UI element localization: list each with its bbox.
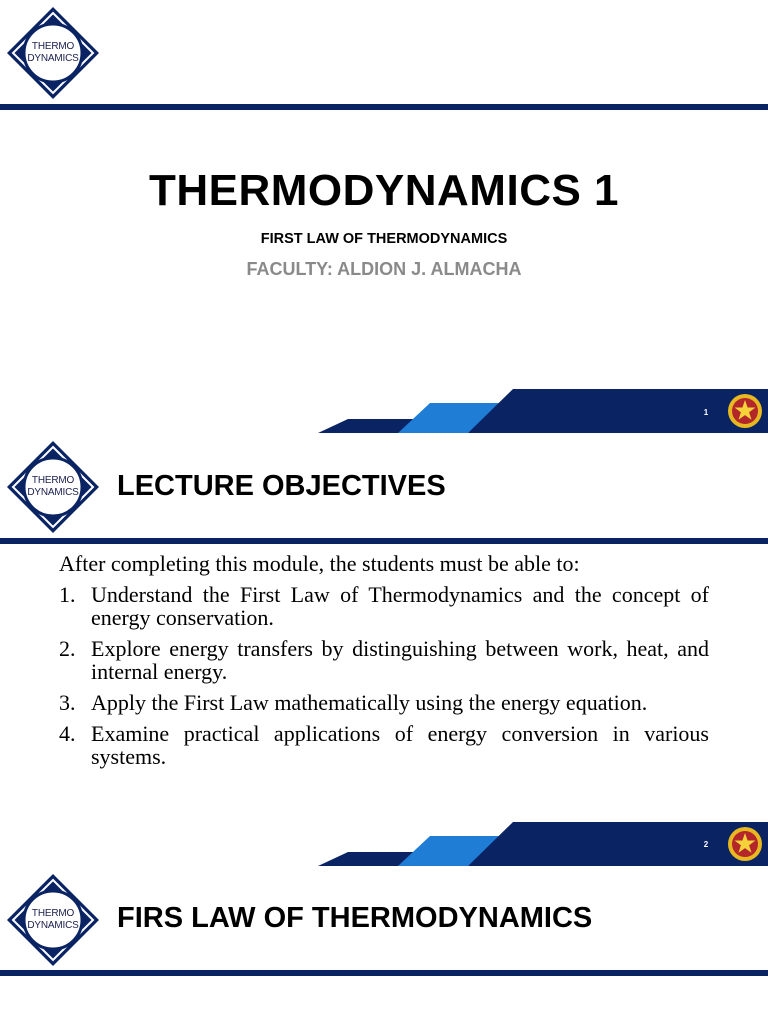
- university-seal-icon: [727, 826, 763, 862]
- logo-text-line2: DYNAMICS: [27, 920, 79, 931]
- header-divider: [0, 104, 768, 110]
- logo-text-line1: THERMO: [31, 475, 75, 486]
- thermodynamics-logo: [6, 6, 100, 100]
- presentation-subtitle: FIRST LAW OF THERMODYNAMICS: [260, 231, 508, 247]
- list-item: 2. Explore energy transfers by distinguishing between work, heat, and internal energy.: [59, 636, 709, 684]
- slide-2: [0, 434, 768, 867]
- header-divider: [0, 538, 768, 544]
- university-seal-icon: [727, 393, 763, 429]
- objectives-body: [59, 552, 709, 776]
- logo-text-line1: THERMO: [31, 41, 75, 52]
- slide-heading: FIRS LAW OF THERMODYNAMICS: [117, 902, 593, 934]
- slide-3: [0, 867, 768, 1024]
- objectives-list: [59, 583, 709, 768]
- list-item: 4. Examine practical applications of energy conversion in various systems.: [59, 721, 709, 769]
- slide-1: [0, 0, 768, 434]
- presentation-title: THERMODYNAMICS 1: [148, 166, 620, 215]
- faculty-name: FACULTY: ALDION J. ALMACHA: [246, 259, 522, 279]
- page-number: 2: [703, 840, 709, 849]
- list-item: 1. Understand the First Law of Thermodynamics and the concept of energy conservation.: [59, 582, 709, 630]
- list-item: 3. Apply the First Law mathematically using the energy equation.: [59, 690, 648, 715]
- page-number: 1: [703, 408, 709, 417]
- thermodynamics-logo: [6, 873, 100, 967]
- slide-heading: LECTURE OBJECTIVES: [117, 470, 446, 502]
- logo-text-line1: THERMO: [31, 908, 75, 919]
- header-divider: [0, 970, 768, 976]
- logo-text-line2: DYNAMICS: [27, 53, 79, 64]
- thermodynamics-logo: [6, 440, 100, 534]
- logo-text-line2: DYNAMICS: [27, 487, 79, 498]
- objectives-intro: After completing this module, the students must be able to:: [59, 551, 580, 576]
